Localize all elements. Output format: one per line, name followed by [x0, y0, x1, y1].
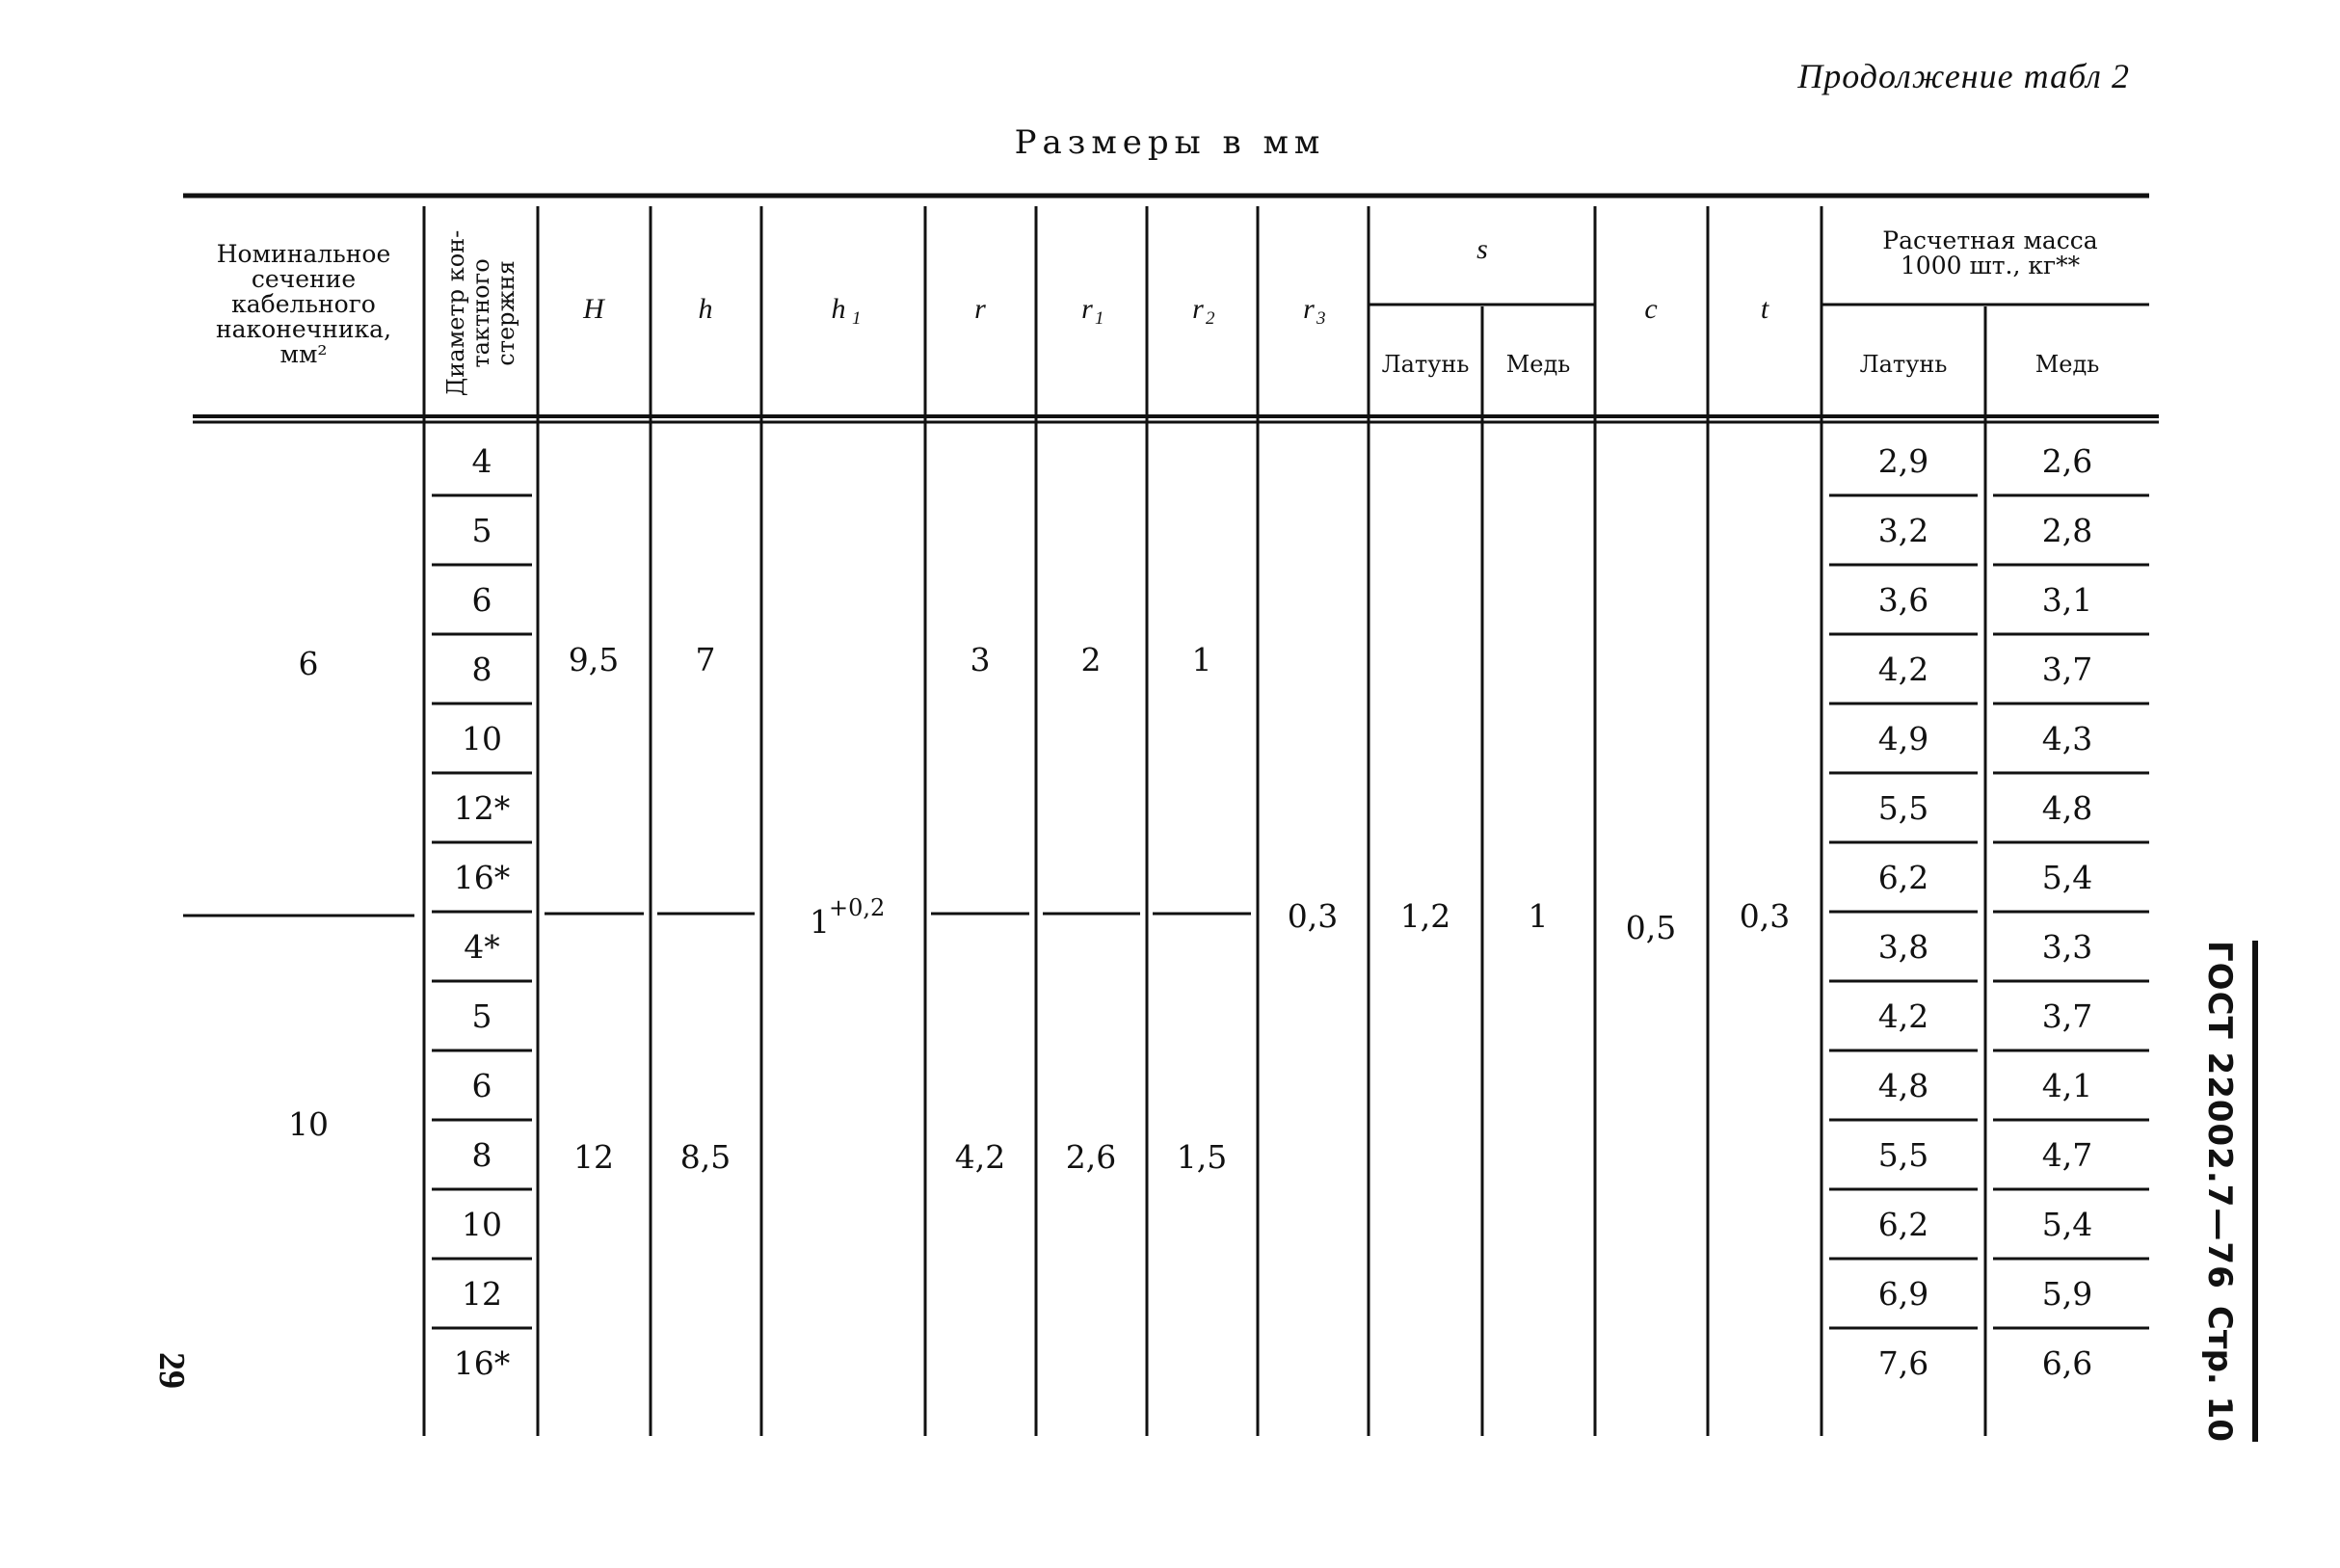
- mass-brass-cell: 3,2: [1877, 512, 1929, 549]
- page-number: 29: [151, 1352, 192, 1389]
- header-r2-symbol: r: [1192, 293, 1204, 325]
- header-h1-symbol: h: [831, 293, 846, 325]
- mass-copper-cell: 3,3: [2041, 928, 2093, 966]
- group-2-h: 8,5: [679, 1138, 731, 1176]
- header-diameter-line-2: тактного: [467, 258, 494, 368]
- mass-brass-cell: 5,5: [1877, 789, 1929, 827]
- header-r1: [1081, 293, 1104, 329]
- mass-brass-cell: 5,5: [1877, 1136, 1929, 1174]
- header-r: r: [974, 293, 986, 325]
- dimensions-table: [183, 193, 2188, 1449]
- diameter-cell: 12: [462, 1275, 502, 1313]
- h1-tolerance: +0,2: [829, 894, 886, 921]
- diameter-cell: 6: [471, 581, 492, 619]
- group-2-r: 4,2: [954, 1138, 1006, 1176]
- mass-copper-cell: 4,8: [2041, 789, 2093, 827]
- mass-copper-cell: 3,7: [2041, 997, 2093, 1035]
- header-nominal-line-3: кабельного: [231, 290, 376, 318]
- mass-copper-cell: 5,4: [2041, 859, 2093, 896]
- mass-copper-cell: 4,3: [2041, 720, 2093, 757]
- mass-brass-cell: 4,2: [1877, 651, 1929, 688]
- header-mass-brass: Латунь: [1859, 351, 1948, 378]
- mass-brass-cell: 6,2: [1877, 859, 1929, 896]
- mass-brass-cell: 4,9: [1877, 720, 1929, 757]
- header-h: h: [698, 293, 713, 325]
- header-r3-symbol: r: [1303, 293, 1315, 325]
- diameter-cell: 10: [462, 720, 502, 757]
- header-s-brass: Латунь: [1381, 351, 1470, 378]
- continuation-title: Продолжение табл 2: [1797, 57, 2130, 95]
- mass-brass-cell: 3,8: [1877, 928, 1929, 966]
- units-title: Размеры в мм: [1014, 123, 1326, 162]
- diameter-cell: 4*: [464, 928, 500, 966]
- header-mass-line-1: Расчетная масса: [1882, 226, 2098, 254]
- diameter-cell: 16*: [453, 859, 511, 896]
- group-1-r1: 2: [1080, 641, 1102, 678]
- t-value: 0,3: [1739, 897, 1791, 935]
- mass-brass-cell: 2,9: [1877, 442, 1929, 480]
- mass-brass-cell: 6,9: [1877, 1275, 1929, 1313]
- header-H: H: [583, 293, 604, 325]
- header-t: t: [1760, 293, 1769, 325]
- mass-copper-cell: 6,6: [2041, 1344, 2093, 1382]
- diameter-cell: 5: [471, 997, 492, 1035]
- diameter-cell: 6: [471, 1067, 492, 1104]
- mass-copper-cell: 2,6: [2041, 442, 2093, 480]
- mass-copper-cell: 3,1: [2041, 581, 2093, 619]
- c-value: 0,5: [1625, 909, 1677, 946]
- section-10: 10: [288, 1105, 329, 1143]
- header-h1: [832, 293, 862, 329]
- column-separators: [424, 206, 1985, 1436]
- header-r3: [1303, 293, 1325, 329]
- group-1-H: 9,5: [568, 641, 620, 678]
- group-1-r2: 1: [1191, 641, 1212, 678]
- header-diameter-line-3: стержня: [492, 260, 519, 366]
- group-2-H: 12: [573, 1138, 614, 1176]
- diameter-cell: 8: [471, 651, 492, 688]
- mass-brass-cell: 4,2: [1877, 997, 1929, 1035]
- header-h1-subscript: 1: [852, 308, 862, 329]
- header-r2: [1192, 293, 1215, 329]
- diameter-cell: 5: [471, 512, 492, 549]
- h1-base: 1: [810, 903, 830, 941]
- mass-copper-cell: 4,7: [2041, 1136, 2093, 1174]
- h1-value: [810, 894, 885, 941]
- header-nominal-line-5: мм²: [279, 340, 328, 368]
- header-nominal-line-1: Номинальное: [216, 240, 391, 268]
- s-copper-value: 1: [1528, 897, 1549, 935]
- header-nominal-line-2: сечение: [251, 265, 357, 293]
- diameter-cell: 10: [462, 1206, 502, 1243]
- s-brass-value: 1,2: [1399, 897, 1451, 935]
- header-c: c: [1644, 293, 1658, 325]
- side-reference: [2191, 941, 2258, 1442]
- header-r1-subscript: 1: [1095, 308, 1104, 329]
- header-r2-subscript: 2: [1206, 308, 1215, 329]
- diameter-cell: 16*: [453, 1344, 511, 1382]
- side-page-label: Стр. 10: [2200, 1305, 2239, 1442]
- header-r3-subscript: 3: [1316, 308, 1326, 329]
- header-nominal: [216, 240, 391, 368]
- diameter-cell: 8: [471, 1136, 492, 1174]
- header-diameter-line-1: Диаметр кон-: [442, 229, 469, 397]
- mass-brass-cell: 3,6: [1877, 581, 1929, 619]
- dimensions-table-grid: [183, 193, 2188, 1446]
- mass-copper-cell: 5,4: [2041, 1206, 2093, 1243]
- mass-copper-cell: 5,9: [2041, 1275, 2093, 1313]
- r3-value: 0,3: [1287, 897, 1339, 935]
- group-1-h: 7: [695, 641, 716, 678]
- mass-copper-cell: 3,7: [2041, 651, 2093, 688]
- header-nominal-line-4: наконечника,: [215, 315, 392, 343]
- diameter-cell: 12*: [453, 789, 511, 827]
- header-mass: [1882, 226, 2098, 279]
- mass-copper-cell: 2,8: [2041, 512, 2093, 549]
- group-1-r: 3: [970, 641, 991, 678]
- mass-copper-cell: 4,1: [2041, 1067, 2093, 1104]
- header-diameter: [442, 230, 519, 397]
- header-r1-symbol: r: [1081, 293, 1093, 325]
- diameter-cell: 4: [471, 442, 492, 480]
- section-6: 6: [298, 645, 319, 682]
- mass-brass-cell: 7,6: [1877, 1344, 1929, 1382]
- mass-brass-cell: 6,2: [1877, 1206, 1929, 1243]
- header-s: s: [1476, 233, 1488, 265]
- side-gost-code: ГОСТ 22002.7—76: [2200, 941, 2239, 1289]
- group-2-r1: 2,6: [1065, 1138, 1117, 1176]
- header-mass-line-2: 1000 шт., кг**: [1900, 252, 2081, 279]
- group-2-r2: 1,5: [1176, 1138, 1228, 1176]
- mass-brass-cell: 4,8: [1877, 1067, 1929, 1104]
- header-s-copper: Медь: [1505, 351, 1571, 378]
- header-mass-copper: Медь: [2034, 351, 2100, 378]
